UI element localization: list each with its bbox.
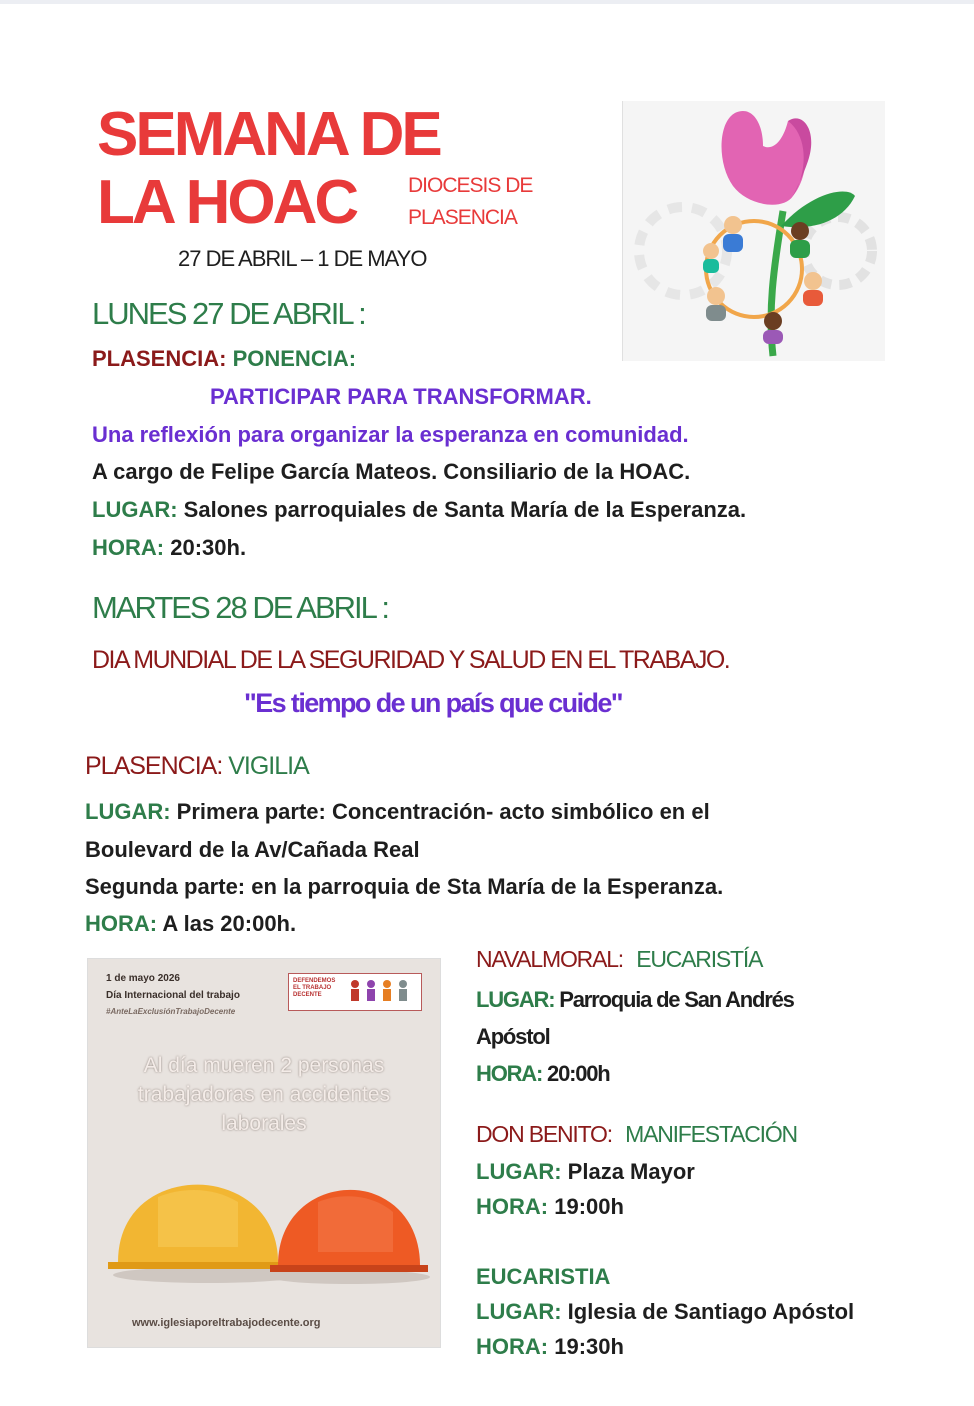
eucaristia-lugar-row [476, 1299, 854, 1325]
donbenito-hora-value: 19:00h [554, 1194, 624, 1219]
plasencia-place-row [85, 752, 309, 781]
donbenito-place: DON BENITO: [476, 1121, 612, 1147]
tuesday-heading: MARTES 28 DE ABRIL : [92, 590, 388, 625]
eucaristia-lugar-label: LUGAR: [476, 1299, 562, 1324]
poster-badge-text: DEFENDEMOS EL TRABAJO DECENTE [293, 978, 336, 998]
poster-event: Día Internacional del trabajo [106, 990, 240, 1001]
donbenito-type: MANIFESTACIÓN [625, 1121, 797, 1147]
navalmoral-lugar-row [476, 987, 794, 1013]
diocesis-line-1: DIOCESIS DE [408, 174, 533, 197]
plasencia-hora-row [85, 911, 296, 937]
navalmoral-place: NAVALMORAL: [476, 946, 623, 972]
date-range: 27 DE ABRIL – 1 DE MAYO [178, 246, 427, 271]
monday-place-row [92, 346, 356, 372]
tuesday-quote: "Es tiempo de un país que cuide" [244, 688, 622, 718]
plasencia-hora-value: A las 20:00h. [162, 911, 297, 936]
flower-people-illustration [623, 101, 885, 361]
donbenito-hora-row [476, 1194, 624, 1220]
poster-headline-1: Al día mueren 2 personas [143, 1054, 385, 1077]
poster-headline-2: trabajadoras en accidentes [137, 1083, 391, 1106]
monday-hora-row [92, 535, 246, 561]
poster-url: www.iglesiaporeltrabajodecente.org [132, 1317, 321, 1329]
top-bar [0, 0, 974, 4]
plasencia-place: PLASENCIA: [85, 752, 223, 780]
navalmoral-hora-row [476, 1061, 610, 1087]
title-line-2: LA HOAC [97, 168, 357, 237]
monday-place: PLASENCIA: [92, 346, 227, 371]
eucaristia-hora-value: 19:30h [554, 1334, 624, 1359]
navalmoral-lugar-line-2: Apóstol [476, 1024, 550, 1049]
monday-heading: LUNES 27 DE ABRIL : [92, 296, 365, 331]
eucaristia-hora-row [476, 1334, 624, 1360]
tuesday-headline: DIA MUNDIAL DE LA SEGURIDAD Y SALUD EN EL TRABAJO. [92, 646, 730, 674]
eucaristia-hora-label: HORA: [476, 1334, 549, 1359]
monday-lugar-label: LUGAR: [92, 497, 178, 522]
eucaristia-lugar-value: Iglesia de Santiago Apóstol [567, 1299, 855, 1324]
poster-headline-3: laborales [221, 1112, 307, 1135]
navalmoral-hora-label: HORA: [476, 1061, 543, 1086]
poster-badge [288, 973, 422, 1011]
navalmoral-place-row [476, 946, 762, 973]
plasencia-lugar-label: LUGAR: [85, 799, 171, 824]
donbenito-lugar-value: Plaza Mayor [567, 1159, 695, 1184]
plasencia-lugar-line-1: Primera parte: Concentración- acto simbólico en el [176, 799, 710, 824]
donbenito-lugar-row [476, 1159, 695, 1185]
monday-subtitle: PARTICIPAR PARA TRANSFORMAR. [210, 384, 592, 409]
plasencia-lugar-line-3: Segunda parte: en la parroquia de Sta María de la Esperanza. [85, 874, 724, 899]
monday-type: PONENCIA: [232, 346, 357, 371]
poster-date: 1 de mayo 2026 [106, 973, 180, 984]
monday-speaker: A cargo de Felipe García Mateos. Consiliario de la HOAC. [92, 459, 691, 484]
monday-lugar-row [92, 497, 746, 523]
eucaristia-type: EUCARISTIA [476, 1264, 611, 1289]
donbenito-hora-label: HORA: [476, 1194, 549, 1219]
helmets-illustration [88, 1157, 440, 1287]
navalmoral-lugar-label: LUGAR: [476, 987, 555, 1012]
diocesis-line-2: PLASENCIA [408, 206, 517, 229]
navalmoral-type: EUCARISTÍA [636, 946, 763, 972]
monday-hora-value: 20:30h. [170, 535, 247, 560]
donbenito-place-row [476, 1121, 797, 1148]
navalmoral-hora-value: 20:00h [547, 1061, 610, 1086]
plasencia-lugar-row [85, 799, 710, 825]
monday-lugar-value: Salones parroquiales de Santa María de la Esperanza. [183, 497, 747, 522]
navalmoral-lugar-line-1: Parroquia de San Andrés [559, 987, 794, 1012]
people-icon [347, 978, 417, 1006]
monday-hora-label: HORA: [92, 535, 165, 560]
donbenito-lugar-label: LUGAR: [476, 1159, 562, 1184]
plasencia-lugar-line-2: Boulevard de la Av/Cañada Real [85, 837, 420, 862]
monday-description: Una reflexión para organizar la esperanza en comunidad. [92, 422, 689, 447]
safety-poster-image [87, 958, 441, 1348]
diocesis-label [408, 170, 532, 234]
title-line-1: SEMANA DE [97, 100, 440, 169]
plasencia-type: VIGILIA [228, 752, 309, 780]
hoac-logo-image [622, 101, 885, 361]
poster-hashtag: #AnteLaExclusiónTrabajoDecente [106, 1007, 236, 1016]
plasencia-hora-label: HORA: [85, 911, 158, 936]
